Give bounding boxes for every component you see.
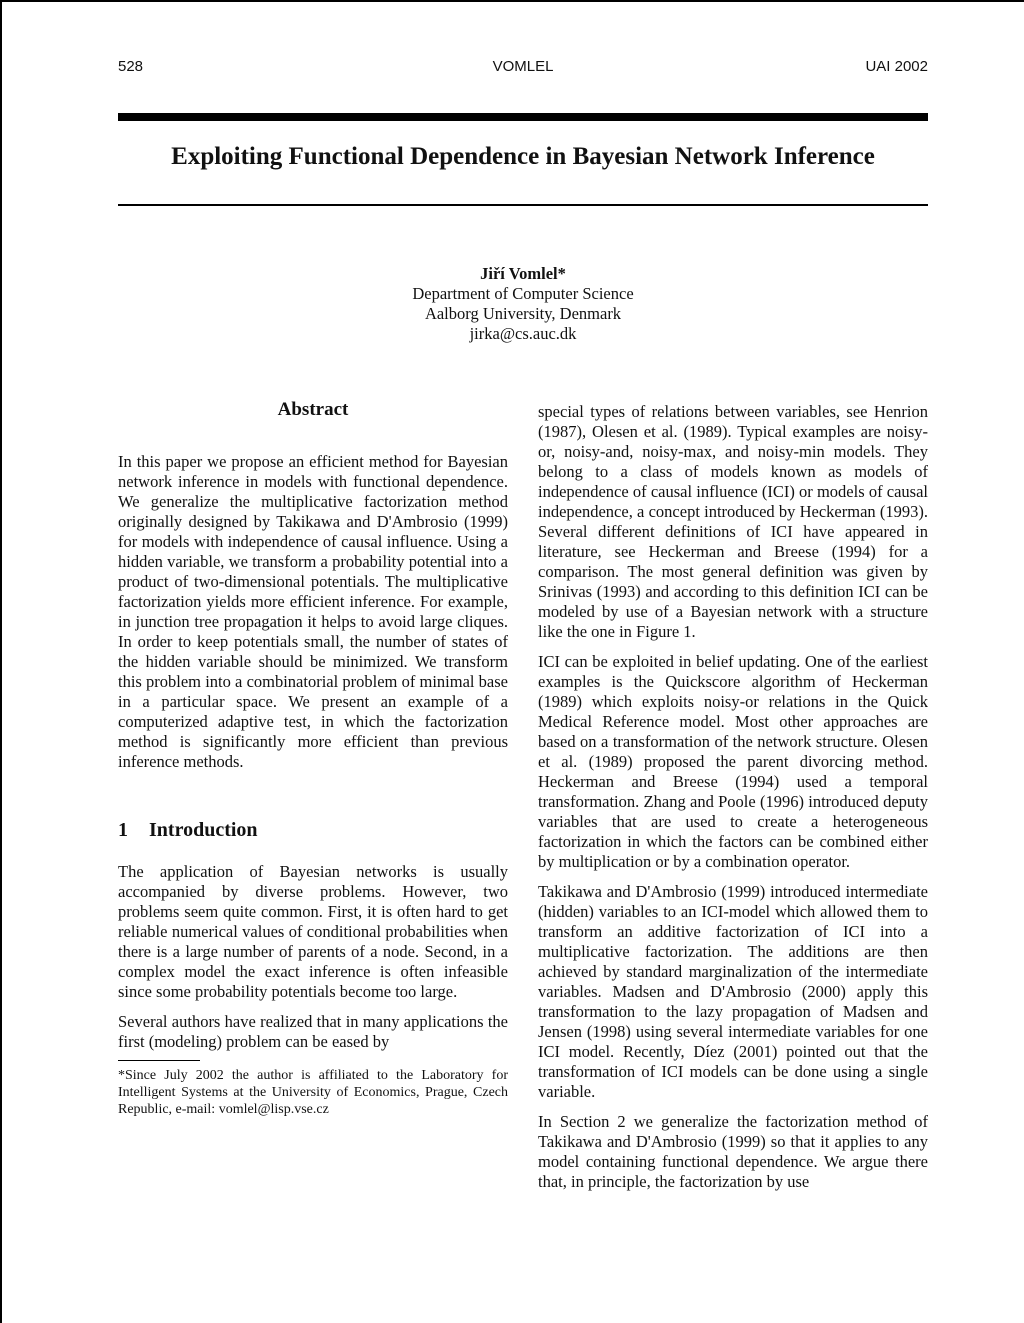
right-paragraph-1: special types of relations between variables, see Henrion (1987), Olesen et al. (1989). Typical examples are noisy-or, noisy-and, noisy-max, and noisy-min models. They belong to a class of models known as models of independence of causal influence (ICI) or models of causal independence, a concept introduced by Heckerman (1993). Several different definitions of ICI have appeared in literature, see Heckerman and Breese (1994) for a comparison. The most general definition was given by Srinivas (1993) and according to this definition ICI can be modeled by use of a Bayesian network with a structure like the one in Figure 1. xyxy=(538,402,928,641)
title-bottom-rule xyxy=(118,204,928,206)
abstract-text: In this paper we propose an efficient method for Bayesian network inference in models with functional dependence. We generalize the multiplicative factorization method originally designed by Takikawa and D'Ambrosio (1999) for models with independence of causal influence. Using a hidden variable, we transform a probability potential into a product of two-dimensional potentials. The multiplicative factorization yields more efficient inference. For example, in junction tree propagation it helps to avoid large cliques. In order to keep potentials small, the number of states of the hidden variable should be minimized. We transform this problem into a combinatorial problem of minimal base in a particular space. We present an example of a computerized adaptive test, in which the factorization method is significantly more efficient than previous inference methods. xyxy=(118,452,508,771)
right-column xyxy=(538,402,928,1202)
title-top-rule xyxy=(118,113,928,121)
author-name: Jiří Vomlel* xyxy=(480,264,566,283)
venue-label: UAI 2002 xyxy=(865,58,928,75)
abstract-heading: Abstract xyxy=(277,399,349,420)
running-title: VOMLEL xyxy=(492,58,554,75)
left-column xyxy=(118,400,508,1128)
scan-border-top xyxy=(0,0,1024,2)
section-title: Introduction xyxy=(149,819,258,841)
intro-paragraph-2: Several authors have realized that in many applications the first (modeling) problem can be eased by xyxy=(118,1012,508,1051)
footnote: *Since July 2002 the author is affiliated to the Laboratory for Intelligent Systems at the University of Economics, Prague, Czech Republic, e-mail: vomlel@lisp.vse.cz xyxy=(118,1068,508,1117)
right-paragraph-3: Takikawa and D'Ambrosio (1999) introduced intermediate (hidden) variables to an ICI-model which allowed them to transform an additive factorization of ICI into a multiplicative factorization. The additions are then achieved by standard marginalization of the intermediate variables. Madsen and D'Ambrosio (2000) apply this transformation to the lazy propagation of Madsen and Jensen (1998) using several intermediate variables for one ICI model. Recently, Díez (2001) pointed out that the transformation of ICI models can be done using a single variable. xyxy=(538,882,928,1101)
footnote-rule xyxy=(118,1060,200,1061)
author-block xyxy=(323,264,723,344)
right-paragraph-2: ICI can be exploited in belief updating. One of the earliest examples is the Quickscore algorithm of Heckerman (1989) which exploits noisy-or relations in the Quick Medical Reference model. Most other approaches are based on a transformation of the network structure. Olesen et al. (1989) proposed the parent divorcing method. Heckerman and Breese (1994) used a temporal transformation. Zhang and Poole (1996) introduced deputy variables that are used to create a heterogeneous factorization in which the factors can be combined either by multiplication or by a combination operator. xyxy=(538,652,928,871)
author-institution: Aalborg University, Denmark xyxy=(424,304,622,323)
section-heading-introduction xyxy=(118,820,508,840)
paper-title: Exploiting Functional Dependence in Bayesian Network Inference xyxy=(171,143,875,170)
section-number: 1 xyxy=(118,819,128,841)
author-email: jirka@cs.auc.dk xyxy=(469,324,577,343)
page-number: 528 xyxy=(118,58,144,75)
scan-border-left xyxy=(0,0,2,1323)
intro-paragraph-1: The application of Bayesian networks is usually accompanied by diverse problems. However, two problems seem quite common. First, it is often hard to get reliable numerical values of conditional probabilities when there is a large number of parents of a node. Second, in a complex model the exact inference is often infeasible since some probability potentials become too large. xyxy=(118,862,508,1001)
right-paragraph-4: In Section 2 we generalize the factorization method of Takikawa and D'Ambrosio (1999) so that it applies to any model containing functional dependence. We argue there that, in principle, the factorization by use xyxy=(538,1112,928,1191)
author-department: Department of Computer Science xyxy=(412,284,634,303)
